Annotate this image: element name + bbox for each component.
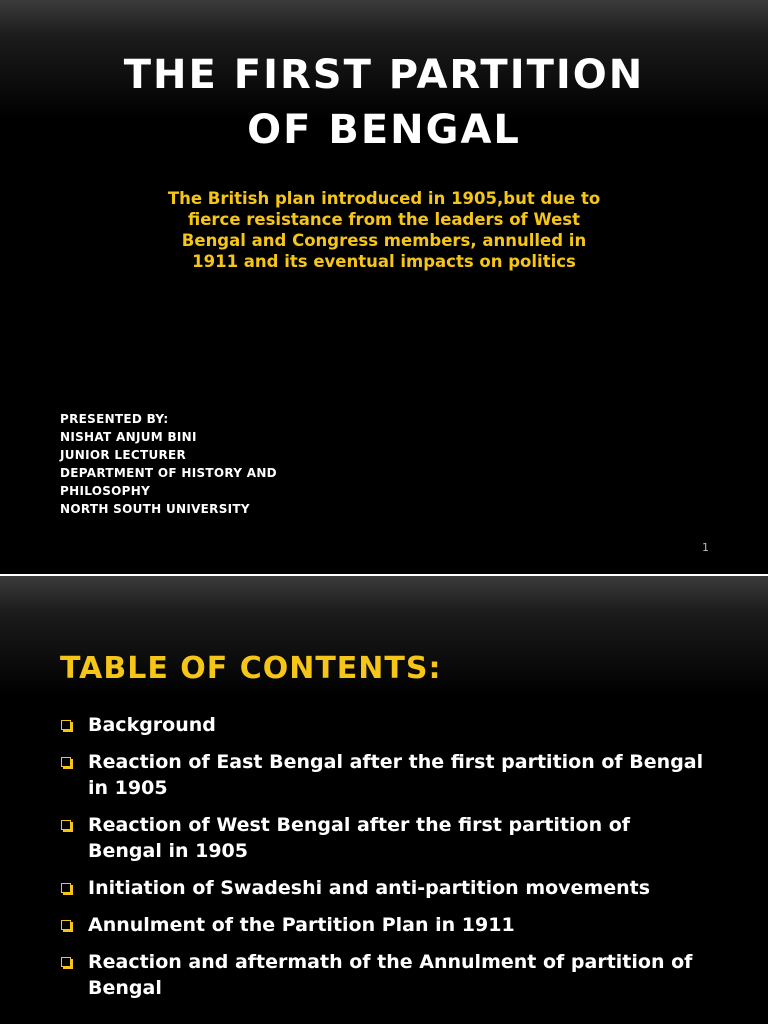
list-item xyxy=(60,712,710,738)
slide-title xyxy=(0,48,768,158)
hollow-square-bullet-icon xyxy=(61,883,71,893)
list-item-label: Initiation of Swadeshi and anti-partition movements xyxy=(88,877,651,899)
subtitle-line: Bengal and Congress members, annulled in xyxy=(181,231,587,250)
slide-subtitle xyxy=(84,188,684,272)
list-item xyxy=(60,949,710,1001)
contents-list xyxy=(60,712,710,1012)
title-line: THE FIRST PARTITION xyxy=(123,52,645,98)
hollow-square-bullet-icon xyxy=(61,820,71,830)
hollow-square-bullet-icon xyxy=(61,757,71,767)
slide-number: 1 xyxy=(702,541,709,554)
list-item xyxy=(60,749,710,801)
subtitle-line: The British plan introduced in 1905,but due to xyxy=(167,189,601,208)
list-item-label: Reaction of West Bengal after the first partition of Bengal in 1905 xyxy=(88,814,631,862)
presenter-line: DEPARTMENT OF HISTORY AND xyxy=(60,466,277,480)
subtitle-line: fierce resistance from the leaders of West xyxy=(188,210,580,229)
list-item-label: Background xyxy=(88,714,216,736)
presenter-line: PHILOSOPHY xyxy=(60,484,151,498)
title-line: OF BENGAL xyxy=(247,107,521,153)
presenter-line: PRESENTED BY: xyxy=(60,412,169,426)
list-item-label: Reaction of East Bengal after the first partition of Bengal in 1905 xyxy=(88,751,704,799)
presenter-line: NORTH SOUTH UNIVERSITY xyxy=(60,502,250,516)
list-item xyxy=(60,812,710,864)
list-item xyxy=(60,875,710,901)
list-item-label: Annulment of the Partition Plan in 1911 xyxy=(88,914,515,936)
list-item xyxy=(60,912,710,938)
hollow-square-bullet-icon xyxy=(61,957,71,967)
list-item-label: Reaction and aftermath of the Annulment of partition of Bengal xyxy=(88,951,693,999)
presenter-line: JUNIOR LECTURER xyxy=(60,448,187,462)
presenter-line: NISHAT ANJUM BINI xyxy=(60,430,197,444)
hollow-square-bullet-icon xyxy=(61,920,71,930)
contents-slide xyxy=(0,576,768,1024)
hollow-square-bullet-icon xyxy=(61,720,71,730)
subtitle-line: 1911 and its eventual impacts on politics xyxy=(192,252,576,271)
presenter-info xyxy=(60,410,360,518)
contents-title: TABLE OF CONTENTS: xyxy=(60,651,442,686)
